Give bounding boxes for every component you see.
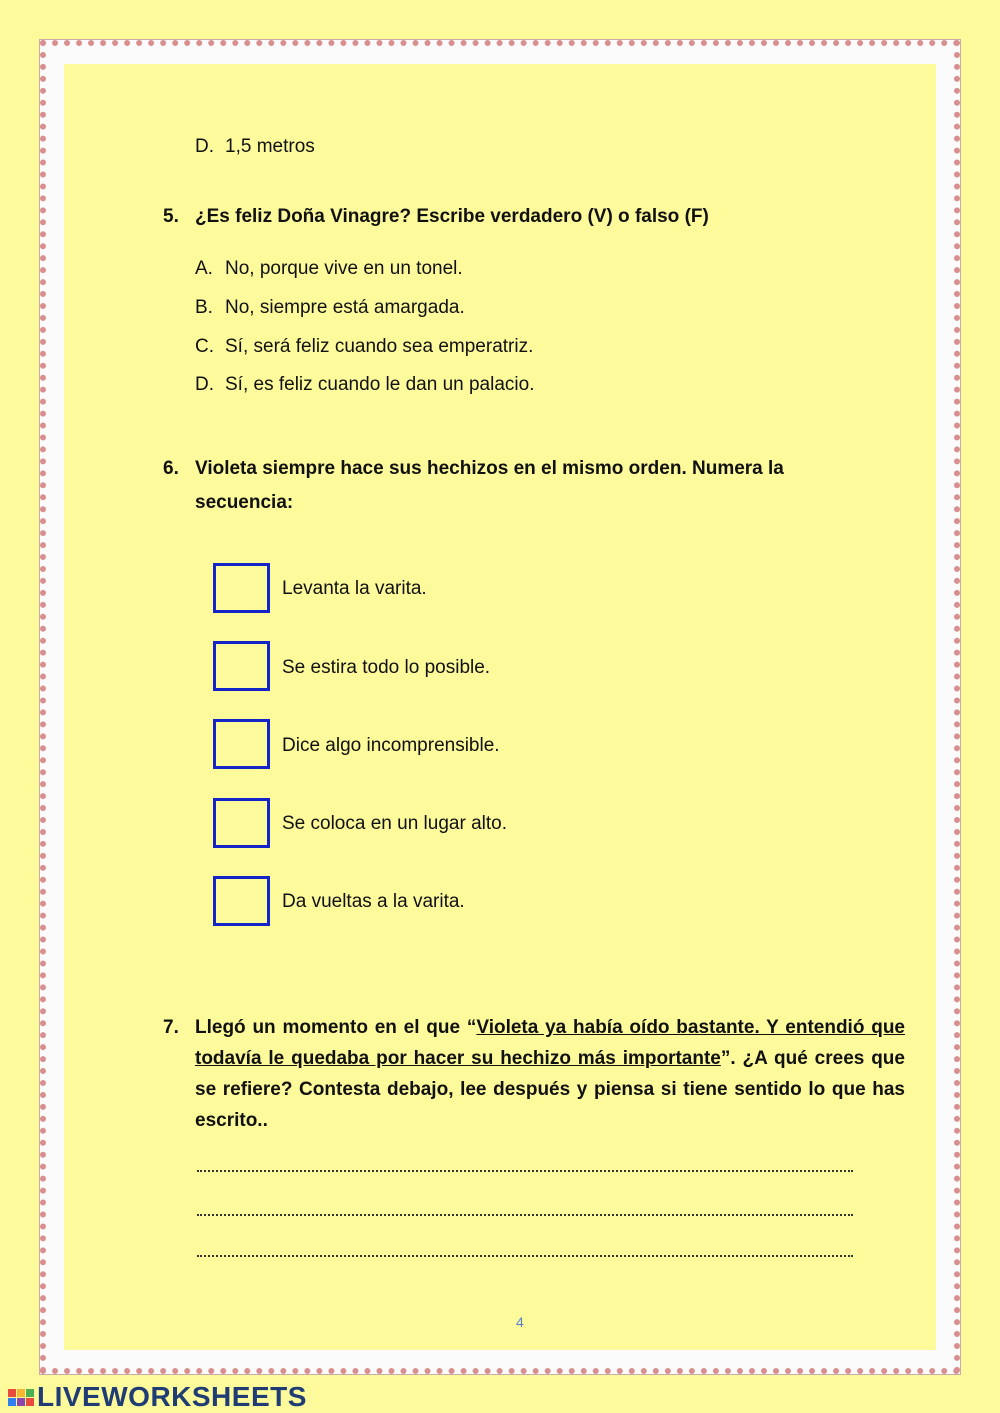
sequence-input-4[interactable] bbox=[213, 798, 270, 848]
logo-text: LIVEWORKSHEETS bbox=[37, 1381, 307, 1412]
answer-line-3[interactable] bbox=[197, 1255, 853, 1257]
sequence-input-5[interactable] bbox=[213, 876, 270, 926]
q7-quote: Violeta ya había oído bastante. Y entendió que todavía le quedaba por hacer su hechizo más importante bbox=[195, 1017, 905, 1069]
q5-option-b: B. No, siempre está amargada. bbox=[195, 297, 465, 318]
sequence-input-3[interactable] bbox=[213, 719, 270, 769]
answer-line-1[interactable] bbox=[197, 1170, 853, 1172]
prev-option-d: D. 1,5 metros bbox=[195, 136, 315, 157]
page-number: 4 bbox=[516, 1314, 524, 1330]
q5-option-a: A. No, porque vive en un tonel. bbox=[195, 258, 463, 279]
q5-option-d: D. Sí, es feliz cuando le dan un palacio. bbox=[195, 374, 535, 395]
q5-question: ¿Es feliz Doña Vinagre? Escribe verdadero (V) o falso (F) bbox=[195, 206, 709, 227]
answer-line-2[interactable] bbox=[197, 1214, 853, 1216]
sequence-input-2[interactable] bbox=[213, 641, 270, 691]
sequence-item-4: Se coloca en un lugar alto. bbox=[282, 813, 507, 834]
q5-number: 5. bbox=[163, 206, 179, 227]
liveworksheets-logo bbox=[8, 1381, 307, 1413]
q6-question-line2: secuencia: bbox=[195, 492, 294, 513]
page-area bbox=[64, 64, 936, 1350]
sequence-item-5: Da vueltas a la varita. bbox=[282, 891, 465, 912]
sequence-item-1: Levanta la varita. bbox=[282, 578, 427, 599]
logo-cubes-icon bbox=[8, 1389, 34, 1406]
q7-question: Llegó un momento en el que “Violeta ya había oído bastante. Y entendió que todavía le quedaba por hacer su hechizo más importante”. ¿A qué crees que se refiere? Contesta debajo, lee después y piensa si tiene sentido lo que has escrito.. bbox=[195, 1017, 905, 1131]
sequence-input-1[interactable] bbox=[213, 563, 270, 613]
sequence-item-3: Dice algo incomprensible. bbox=[282, 735, 500, 756]
sequence-item-2: Se estira todo lo posible. bbox=[282, 657, 491, 678]
q5-option-c: C. Sí, será feliz cuando sea emperatriz. bbox=[195, 336, 534, 357]
q6-question-line1: Violeta siempre hace sus hechizos en el mismo orden. Numera la bbox=[195, 458, 784, 479]
q6-number: 6. bbox=[163, 458, 179, 479]
q7-number: 7. bbox=[163, 1017, 179, 1038]
